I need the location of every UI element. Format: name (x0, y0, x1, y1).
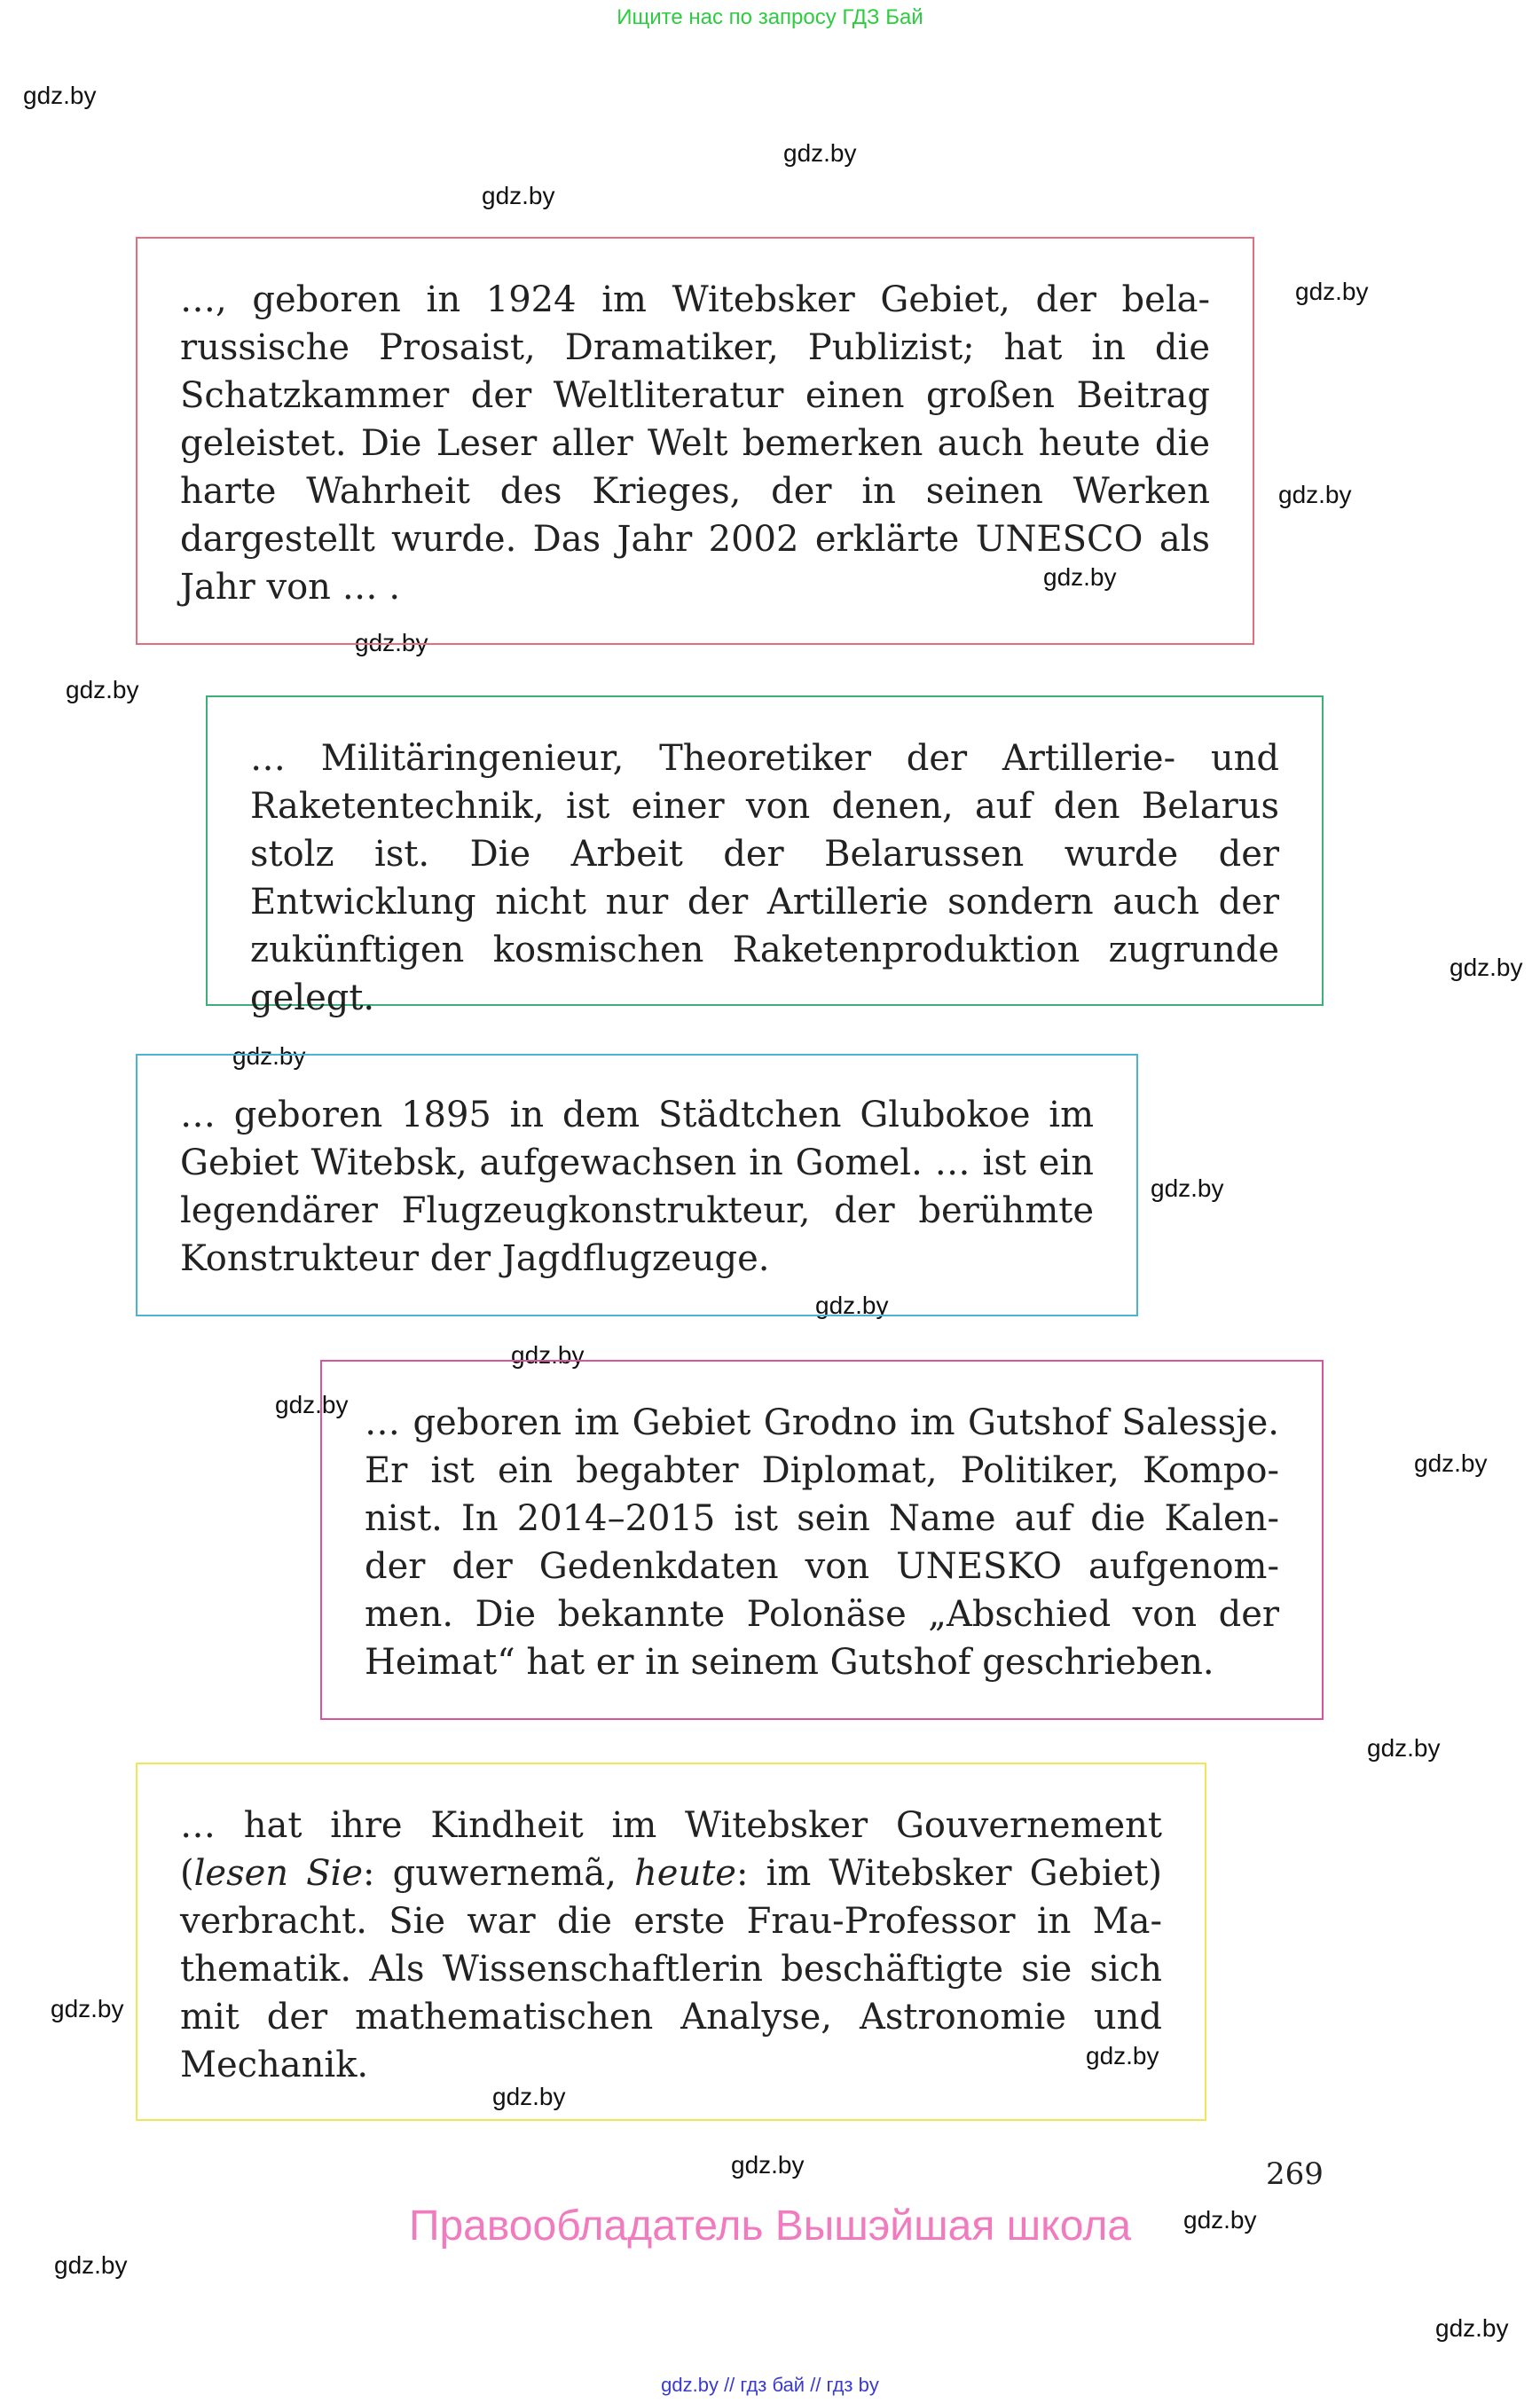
watermark: gdz.by (482, 182, 555, 209)
text-box-4 (320, 1360, 1324, 1720)
watermark: gdz.by (492, 2083, 566, 2110)
text-box-5-part-d: heute (634, 1853, 736, 1894)
watermark: gdz.by (511, 1341, 585, 1369)
text-box-3-content: … geboren 1895 in dem Städtchen Glubokoe im Gebiet Witebsk, aufgewachsen in Gomel. … ist ein legendärer Flugzeugkonstrukteur, der berühmte Konstrukteur der Jagdflugzeuge. (180, 1095, 1094, 1279)
text-box-1-content: …, geboren in 1924 im Witebsker Gebiet, der bela-russische Prosaist, Dramatiker, Publizist; hat in die Schatzkammer der Weltliteratur einen großen Beitrag geleistet. Die Leser aller Welt bemerken auch heute die harte Wahrheit des Krieges, der in seinen Werken dargestellt wurde. Das Jahr 2002 erklärte UNESCO als Jahr von … . (180, 279, 1210, 608)
text-box-3 (136, 1054, 1138, 1316)
text-box-5 (136, 1763, 1206, 2121)
text-box-5-content (180, 1802, 1162, 2089)
watermark: gdz.by (1151, 1174, 1224, 1202)
text-box-5-part-a: … hat ihre Kindheit im Witebsker Gouvernement ( (180, 1805, 1162, 1894)
watermark: gdz.by (275, 1391, 349, 1418)
text-box-4-content: … geboren im Gebiet Grodno im Gutshof Salessje. Er ist ein begabter Diplomat, Politiker, Kompo-nist. In 2014–2015 ist sein Name auf die Kalen-der der Gedenkdaten von UNESKO aufgenom-men. Die bekannte Polonäse „Abschied von der Heimat“ hat er in seinem Gutshof geschrieben. (365, 1402, 1279, 1683)
watermark: gdz.by (355, 629, 428, 656)
watermark: gdz.by (815, 1292, 889, 1319)
watermark: gdz.by (1278, 481, 1352, 508)
watermark: gdz.by (731, 2151, 805, 2179)
watermark: gdz.by (232, 1042, 306, 1070)
text-box-5-part-e: : im Witebsker Gebiet) verbracht. Sie war die erste Frau-Professor in Ma-thematik. Als Wissenschaftlerin beschäftigte sie sich mit der mathematischen Analyse, Astronomie und Mechanik. (180, 1853, 1162, 2085)
watermark: gdz.by (1295, 278, 1369, 305)
watermark: gdz.by (1086, 2042, 1159, 2069)
watermark: gdz.by (1183, 2206, 1257, 2234)
watermark: gdz.by (1367, 1734, 1441, 1762)
top-banner: Ищите нас по запросу ГДЗ Бай (617, 5, 923, 29)
text-box-2-content: … Militäringenieur, Theoretiker der Artillerie- und Raketentechnik, ist einer von denen, auf den Belarus stolz ist. Die Arbeit der Belarussen wurde der Entwicklung nicht nur der Artillerie sondern auch der zukünftigen kosmischen Raketenproduktion zugrunde gelegt. (250, 738, 1279, 1018)
text-box-1 (136, 237, 1254, 645)
page-number: 269 (1266, 2156, 1324, 2192)
copyright-notice: Правообладатель Вышэйшая школа (408, 2203, 1132, 2250)
watermark: gdz.by (1414, 1449, 1488, 1477)
watermark: gdz.by (66, 676, 139, 703)
text-box-5-part-c: : guwernemã, (363, 1853, 635, 1894)
watermark: gdz.by (1435, 2314, 1509, 2342)
watermark: gdz.by (51, 1995, 124, 2022)
watermark: gdz.by (23, 82, 97, 109)
watermark: gdz.by (54, 2251, 128, 2279)
text-box-5-part-b: lesen Sie (193, 1853, 364, 1894)
footer-links: gdz.by // гдз бай // гдз by (661, 2374, 879, 2396)
watermark: gdz.by (1043, 563, 1117, 591)
watermark: gdz.by (1450, 954, 1523, 981)
watermark: gdz.by (783, 139, 857, 167)
text-box-2 (206, 695, 1324, 1018)
